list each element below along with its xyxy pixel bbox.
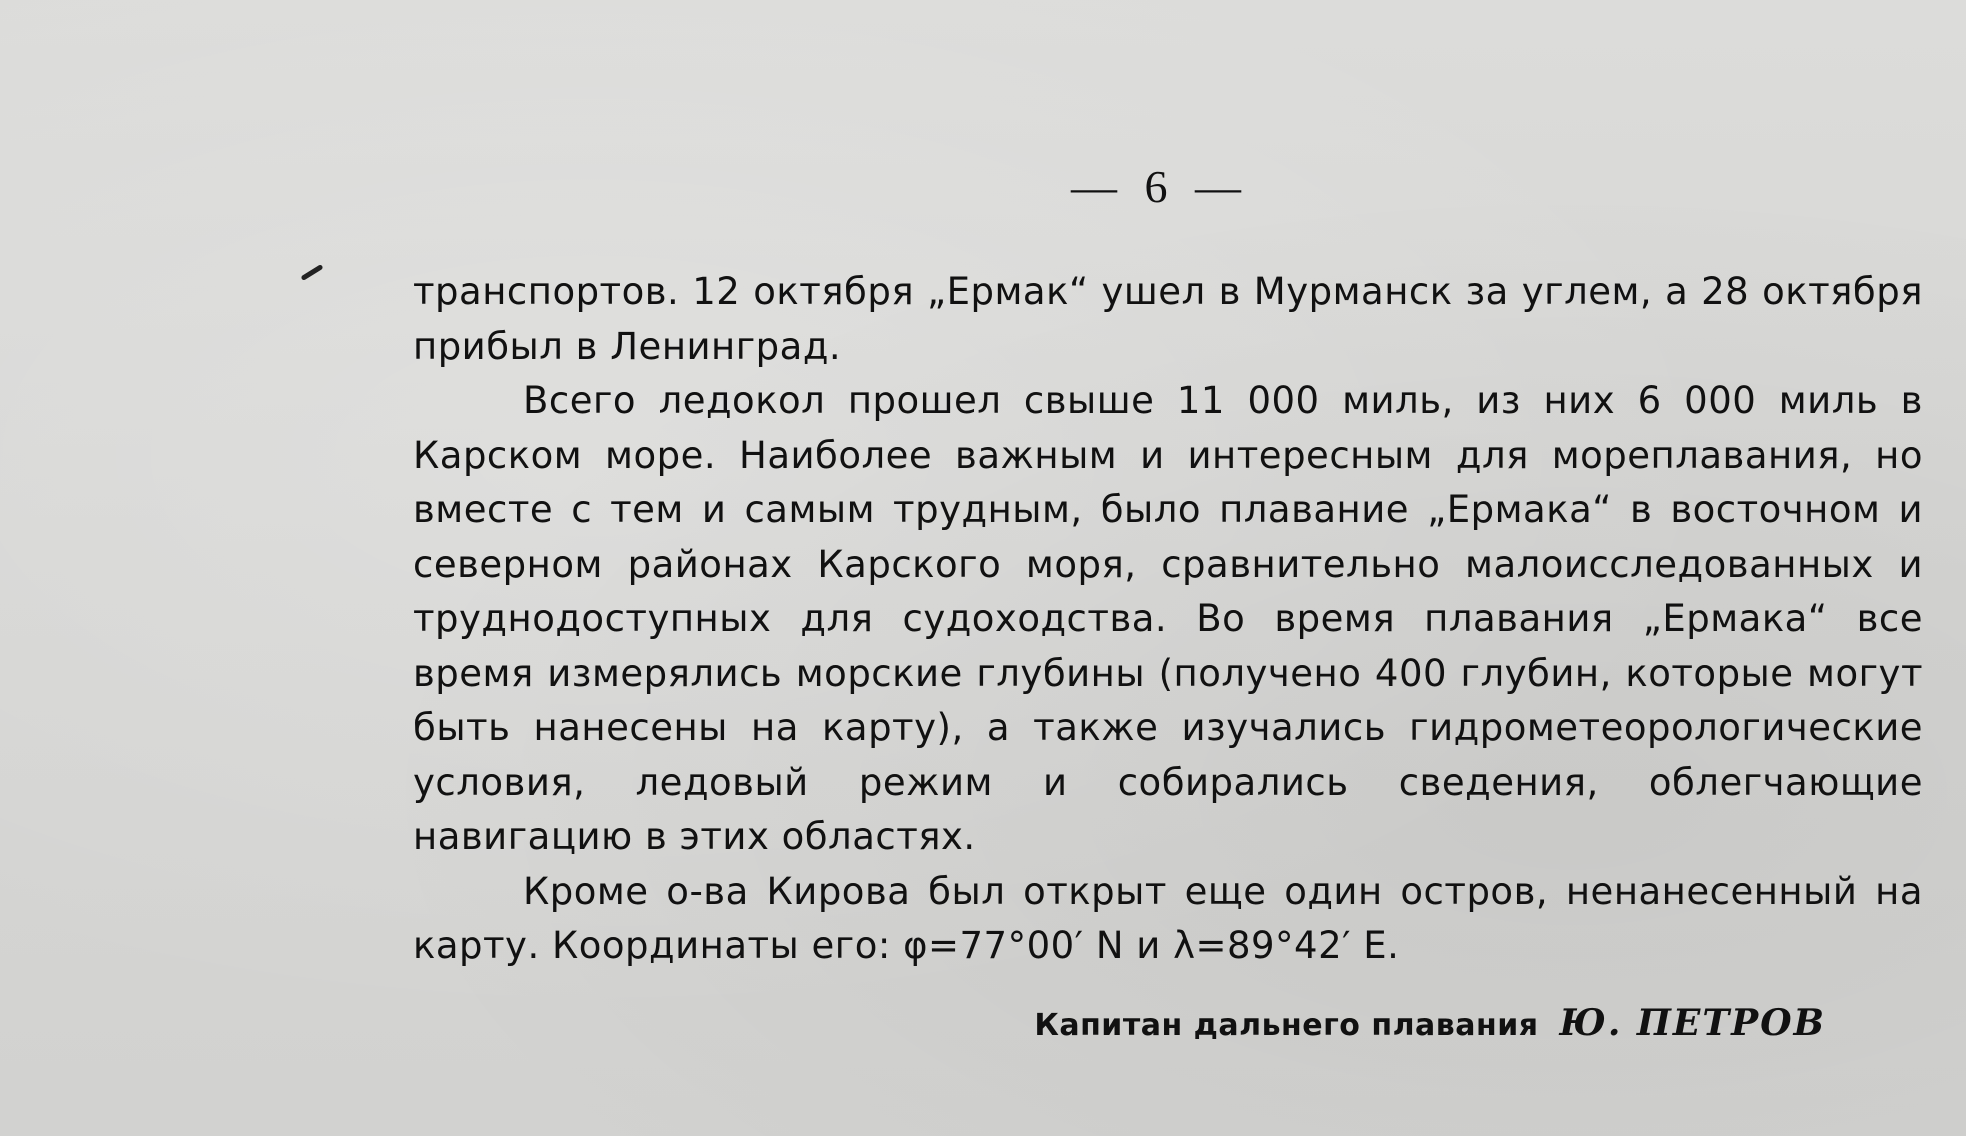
signature-author: Ю. ПЕТРОВ: [1559, 1002, 1826, 1044]
signature: [1034, 1002, 1826, 1044]
pencil-mark: [300, 264, 323, 281]
signature-title: Капитан дальнего плавания: [1034, 1008, 1539, 1043]
paragraph-3: Кроме о-ва Кирова был открыт еще один остров, ненанесенный на карту. Координаты его: φ=77°00′ N и λ=89°42′ E.: [413, 869, 1923, 967]
paragraph-1: транспортов. 12 октября „Ермак“ ушел в Мурманск за углем, а 28 октября прибыл в Ленинград.: [413, 270, 1923, 368]
body-text: [413, 265, 1923, 974]
page-number: — 6 —: [1071, 161, 1249, 212]
paragraph-2: Всего ледокол прошел свыше 11 000 миль, из них 6 000 миль в Карском море. Наиболее важным и интересным для мореплавания, но вместе с тем и самым трудным, было плавание „Ермака“ в восточном и северном районах Карского моря, сравнительно малоисследованных и труднодоступных для судоходства. Во время плавания „Ермака“ все время измерялись морские глубины (получено 400 глубин, которые могут быть нанесены на карту), а также изучались гидрометеорологические условия, ледовый режим и собирались сведения, облегчающие навигацию в этих областях.: [413, 379, 1923, 858]
